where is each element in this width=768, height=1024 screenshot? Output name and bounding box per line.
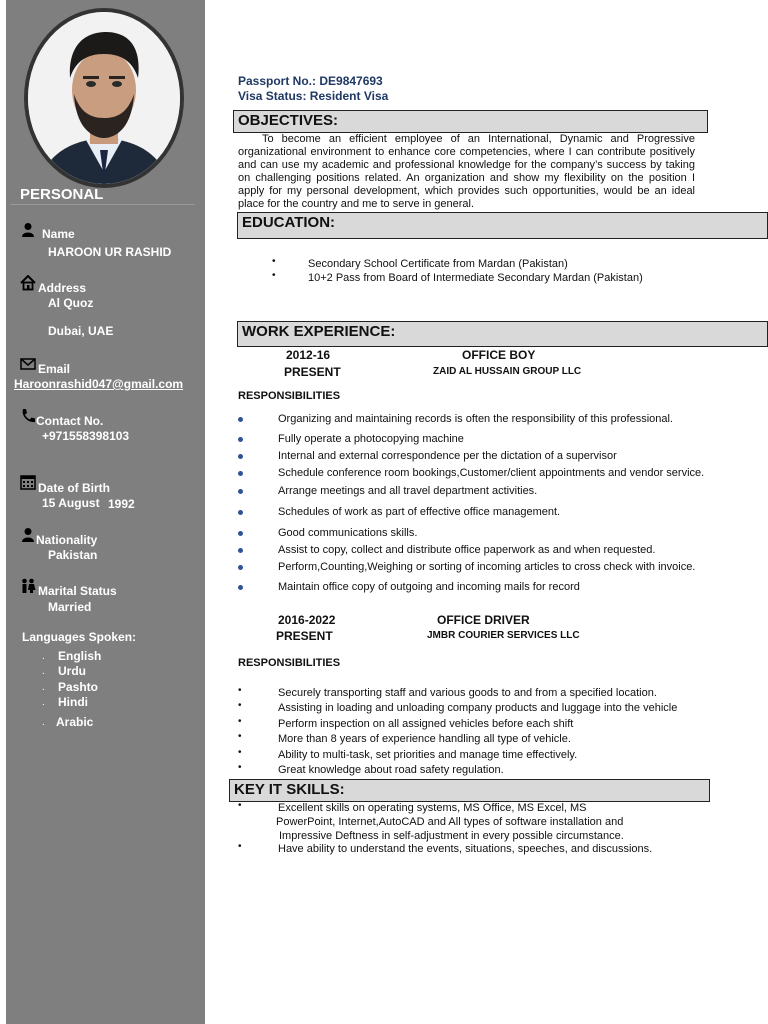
home-icon: [20, 275, 36, 291]
bullet: •: [238, 716, 242, 727]
job-years: 2016-2022: [278, 613, 336, 627]
name-value: HAROON UR RASHID: [48, 245, 172, 259]
phone-icon: [20, 408, 36, 424]
languages-label: Languages Spoken:: [22, 630, 137, 644]
bullet: .: [42, 697, 45, 708]
job-present: PRESENT: [284, 365, 341, 379]
name-label: Name: [42, 227, 75, 241]
dob-day-month: 15 August: [42, 496, 100, 510]
bullet: [238, 471, 243, 476]
bullet: [238, 437, 243, 442]
language-item: Urdu: [58, 664, 86, 678]
bullet: .: [42, 717, 45, 728]
marital-value: Married: [48, 600, 92, 614]
responsibility-item: Perform inspection on all assigned vehicles before each shift: [278, 718, 574, 730]
responsibility-item: Internal and external correspondence per the dictation of a supervisor: [278, 450, 617, 462]
responsibility-item: Assisting in loading and unloading company products and luggage into the vehicle: [278, 702, 678, 714]
bullet: •: [238, 700, 242, 711]
bullet: .: [42, 651, 45, 662]
divider: [10, 204, 195, 205]
bullet: [238, 531, 243, 536]
responsibilities-label: RESPONSIBILITIES: [238, 390, 341, 402]
profile-photo: [28, 12, 180, 184]
passport-number: Passport No.: DE9847693: [238, 74, 383, 88]
education-heading: EDUCATION:: [237, 212, 768, 239]
calendar-icon: [20, 474, 36, 490]
bullet: •: [238, 685, 242, 696]
address-line2: Dubai, UAE: [48, 324, 114, 338]
visa-status: Visa Status: Resident Visa: [238, 89, 389, 103]
bullet: •: [272, 270, 276, 281]
nationality-label: Nationality: [36, 533, 98, 547]
responsibility-item: Securely transporting staff and various goods to and from a specified location.: [278, 687, 657, 699]
responsibility-item: Schedules of work as part of effective office management.: [278, 506, 561, 518]
responsibility-item: Assist to copy, collect and distribute office paperwork as and when requested.: [278, 544, 656, 556]
responsibility-item: Great knowledge about road safety regulation.: [278, 764, 504, 776]
job-company: JMBR COURIER SERVICES LLC: [427, 630, 580, 641]
address-line1: Al Quoz: [48, 296, 94, 310]
responsibility-item: Good communications skills.: [278, 527, 418, 539]
language-item: English: [58, 649, 102, 663]
bullet: •: [238, 747, 242, 758]
language-item: Pashto: [58, 680, 99, 694]
skill-item-line: Impressive Deftness in self-adjustment in every possible circumstance.: [279, 830, 624, 842]
bullet: [238, 510, 243, 515]
responsibility-item: Schedule conference room bookings,Customer/client appointments and vendor service.: [278, 467, 705, 479]
responsibility-item: Ability to multi-task, set priorities and manage time effectively.: [278, 749, 578, 761]
bullet: •: [238, 762, 242, 773]
responsibility-item: Arrange meetings and all travel department activities.: [278, 485, 538, 497]
bullet: [238, 565, 243, 570]
education-item: Secondary School Certificate from Mardan (Pakistan): [308, 258, 568, 270]
language-item: Hindi: [58, 695, 88, 709]
address-label: Address: [38, 281, 87, 295]
bullet: [238, 585, 243, 590]
job-years: 2012-16: [286, 348, 331, 362]
contact-label: Contact No.: [36, 414, 104, 428]
person-icon: [20, 527, 36, 543]
job-role: OFFICE DRIVER: [437, 613, 530, 627]
bullet: .: [42, 682, 45, 693]
responsibility-item: More than 8 years of experience handling all type of vehicle.: [278, 733, 571, 745]
bullet: •: [238, 731, 242, 742]
bullet: [238, 417, 243, 422]
responsibility-item: Maintain office copy of outgoing and incoming mails for record: [278, 581, 580, 593]
responsibilities-label: RESPONSIBILITIES: [238, 657, 341, 669]
objectives-heading: OBJECTIVES:: [233, 110, 708, 133]
contact-value: +971558398103: [42, 429, 130, 443]
education-item: 10+2 Pass from Board of Intermediate Secondary Mardan (Pakistan): [308, 272, 643, 284]
bullet: [238, 454, 243, 459]
bullet: •: [238, 800, 242, 811]
envelope-icon: [20, 356, 36, 372]
responsibility-item: Organizing and maintaining records is often the responsibility of this professional.: [278, 413, 673, 425]
person-icon: [20, 222, 36, 238]
bullet: [238, 489, 243, 494]
marital-label: Marital Status: [38, 584, 117, 598]
work-experience-heading: WORK EXPERIENCE:: [237, 321, 768, 347]
personal-heading: PERSONAL: [20, 186, 104, 203]
skill-item-line: PowerPoint, Internet,AutoCAD and All types of software installation and: [276, 816, 624, 828]
skill-item-line: Excellent skills on operating systems, MS Office, MS Excel, MS: [278, 802, 587, 814]
skill-item: Have ability to understand the events, situations, speeches, and discussions.: [278, 843, 653, 855]
email-link[interactable]: Haroonrashid047@gmail.com: [14, 377, 184, 391]
bullet: •: [272, 256, 276, 267]
bullet: .: [42, 666, 45, 677]
job-present: PRESENT: [276, 629, 333, 643]
objectives-text: To become an efficient employee of an International, Dynamic and Progressive organizational environment to enhance core competencies, where I can contribute positively and can use my academic and professional knowledge for the company’s success by taking on challenging positions related. An organization and show my flexibility on the position I apply for my personal development, which provides such opportunities, would be an ideal place for the country and me to serve in general.: [238, 133, 695, 210]
bullet: [238, 548, 243, 553]
dob-year: 1992: [108, 497, 135, 511]
couple-icon: [20, 578, 36, 594]
job-role: OFFICE BOY: [462, 348, 536, 362]
responsibility-item: Fully operate a photocopying machine: [278, 433, 464, 445]
language-item: Arabic: [56, 715, 94, 729]
bullet: •: [238, 841, 242, 852]
nationality-value: Pakistan: [48, 548, 98, 562]
responsibility-item: Perform,Counting,Weighing or sorting of incoming articles to cross check with invoice.: [278, 561, 696, 573]
email-label: Email: [38, 362, 71, 376]
key-it-skills-heading: KEY IT SKILLS:: [229, 779, 710, 802]
dob-label: Date of Birth: [38, 481, 110, 495]
job-company: ZAID AL HUSSAIN GROUP LLC: [433, 366, 582, 377]
